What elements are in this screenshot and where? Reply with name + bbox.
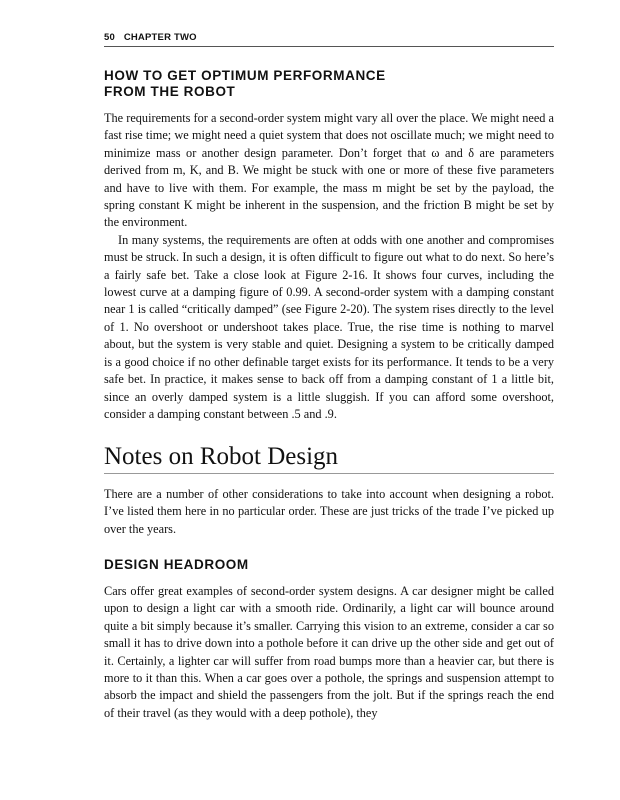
heading-line-1: HOW TO GET OPTIMUM PERFORMANCE bbox=[104, 68, 386, 83]
heading-line-2: FROM THE ROBOT bbox=[104, 84, 236, 99]
paragraph: Cars offer great examples of second-order system designs. A car designer might be called upon to design a light car with a smooth ride. Ordinarily, a light car will bounce around quite a bit simply because it’s smaller. Carrying this vision to an extreme, consider a car so small it has to drive down into a pothole before it can drive up the other side and get out of it. Certainly, a lighter car will suffer from road bumps more than a heavier car, but there is more to it than this. When a car goes over a pothole, the springs and suspension attempt to absorb the impact and shield the passengers from the jolt. But if the springs reach the end of their travel (as they would with a deep pothole), they bbox=[104, 584, 554, 720]
paragraph: In many systems, the requirements are often at odds with one another and compromises must be struck. In such a design, it is often difficult to figure out what to do next. So here’s a fairly safe bet. Take a close look at Figure 2-16. It shows four curves, including the lowest curve at a damping figure of 0.99. A second-order system with a damping constant near 1 is called “critically damped” (see Figure 2-20). The system rises directly to the level of 1. No overshoot or undershoot takes place. True, the rise time is nothing to marvel about, but the system is very stable and quiet. Designing a system to be critically damped is a good choice if no other definable target exists for its performance. It tends to be a very safe bet. In practice, it makes sense to back off from a damping constant of 1 a little bit, since an overly damped system is a little sluggish. If you can afford some overshoot, consider a damping constant between .5 and .9. bbox=[104, 232, 554, 421]
paragraph: There are a number of other considerations to take into account when designing a robot. I’ve listed them here in no particular order. These are just tricks of the trade I’ve picked up over the years. bbox=[104, 487, 554, 536]
heading-design-headroom: DESIGN HEADROOM bbox=[104, 557, 249, 572]
section-headroom-body bbox=[104, 583, 554, 722]
running-head bbox=[104, 32, 554, 47]
paragraph: The requirements for a second-order system might vary all over the place. We might need a fast rise time; we might need a quiet system that does not oscillate much; we might need to minimize mass or another design parameter. Don’t forget that ω and δ are parameters derived from m, K, and B. We might be stuck with one or more of these five parameters and have to live with them. For example, the mass m might be set by the payload, the spring constant K might be inherent in the suspension, and the friction B might be set by the environment. bbox=[104, 111, 554, 230]
section-optimum-body bbox=[104, 110, 554, 423]
section-title: Notes on Robot Design bbox=[104, 443, 554, 474]
heading-optimum-performance bbox=[104, 68, 386, 100]
chapter-label: CHAPTER TWO bbox=[123, 32, 197, 43]
section-notes-intro bbox=[104, 486, 554, 538]
page-number: 50 bbox=[104, 32, 115, 43]
